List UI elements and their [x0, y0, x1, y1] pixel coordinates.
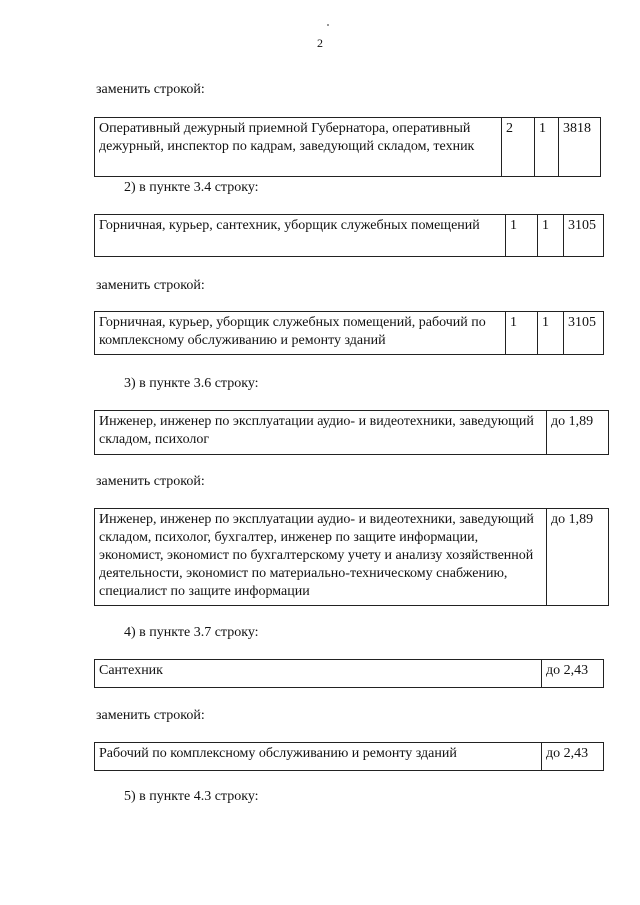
count-cell-1: 2: [502, 118, 535, 177]
position-list-cell: Инженер, инженер по эксплуатации аудио- и видеотехники, заведующий складом, психолог: [95, 411, 547, 455]
salary-cell: 3105: [564, 312, 604, 355]
position-list-cell: Рабочий по комплексному обслуживанию и ремонту зданий: [95, 743, 542, 771]
position-list-cell: Инженер, инженер по эксплуатации аудио- и видеотехники, заведующий складом, психолог, бухгалтер, инженер по защите информации, экономист, экономист по бухгалтерскому учету и анализу хозяйственной деятельности, экономист по материально-техническому снабжению, специалист по защите информации: [95, 509, 547, 606]
scan-speck: [327, 24, 329, 26]
count-cell-2: 1: [538, 215, 564, 257]
count-cell-1: 1: [506, 215, 538, 257]
table-row-maintenance-worker: [94, 742, 604, 771]
coefficient-cell: до 2,43: [542, 660, 604, 688]
position-list-cell: Сантехник: [95, 660, 542, 688]
table-row-operational-duty: [94, 117, 601, 177]
salary-cell: 3105: [564, 215, 604, 257]
position-list-cell: Горничная, курьер, уборщик служебных помещений, рабочий по комплексному обслуживанию и ремонту зданий: [95, 312, 506, 355]
clause-3-6-label: 3) в пункте 3.6 строку:: [124, 376, 259, 391]
table-row-engineer-extended: [94, 508, 609, 606]
replace-with-line-label: заменить строкой:: [96, 278, 205, 293]
table-row-engineer: [94, 410, 609, 455]
position-list-cell: Горничная, курьер, сантехник, уборщик служебных помещений: [95, 215, 506, 257]
position-list-cell: Оперативный дежурный приемной Губернатора, оперативный дежурный, инспектор по кадрам, заведующий складом, техник: [95, 118, 502, 177]
count-cell-2: 1: [535, 118, 559, 177]
coefficient-cell: до 2,43: [542, 743, 604, 771]
coefficient-cell: до 1,89: [547, 509, 609, 606]
clause-3-7-label: 4) в пункте 3.7 строку:: [124, 625, 259, 640]
table-row-maid-plumber: [94, 214, 604, 257]
page-number: 2: [317, 36, 323, 50]
table-row-plumber: [94, 659, 604, 688]
count-cell-1: 1: [506, 312, 538, 355]
count-cell-2: 1: [538, 312, 564, 355]
replace-with-line-label: заменить строкой:: [96, 82, 205, 97]
coefficient-cell: до 1,89: [547, 411, 609, 455]
clause-4-3-label: 5) в пункте 4.3 строку:: [124, 789, 259, 804]
replace-with-line-label: заменить строкой:: [96, 708, 205, 723]
salary-cell: 3818: [559, 118, 601, 177]
replace-with-line-label: заменить строкой:: [96, 474, 205, 489]
table-row-maid-worker: [94, 311, 604, 355]
clause-3-4-label: 2) в пункте 3.4 строку:: [124, 180, 259, 195]
